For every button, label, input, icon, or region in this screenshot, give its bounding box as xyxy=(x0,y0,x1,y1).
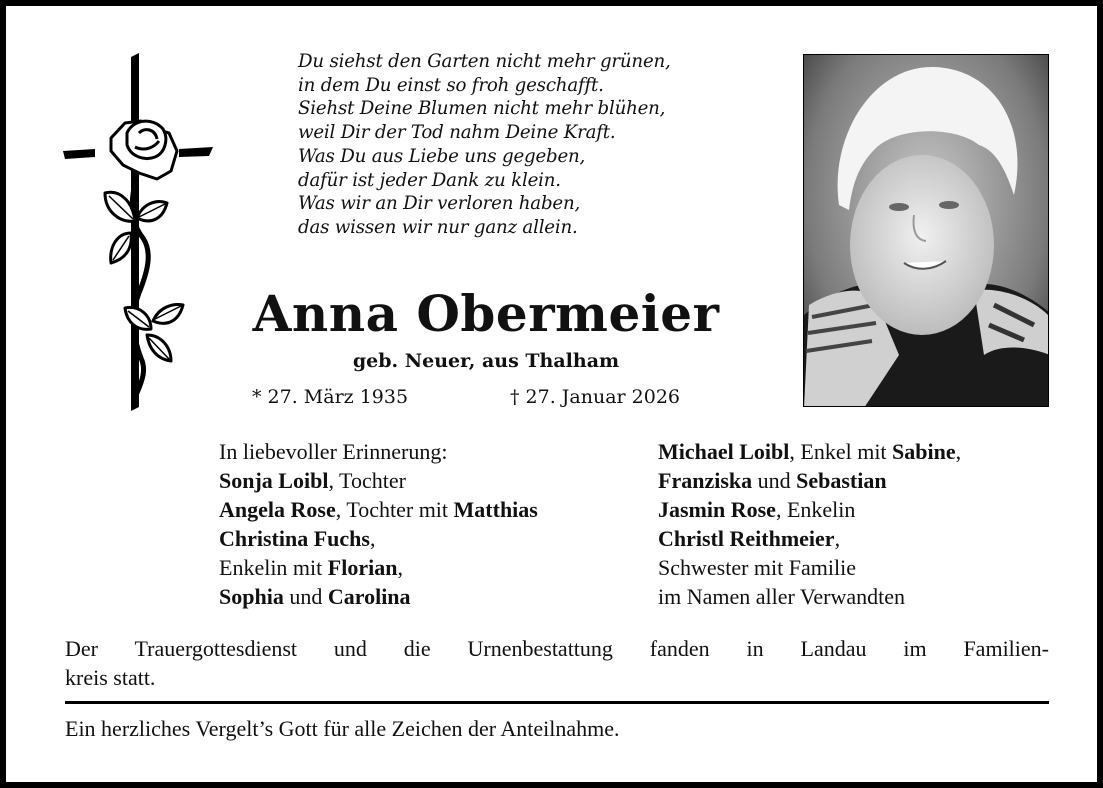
mourner-name: Christina Fuchs xyxy=(219,526,370,551)
poem-line: weil Dir der Tod nahm Deine Kraft. xyxy=(298,122,616,144)
service-notice xyxy=(65,634,1049,692)
thanks-note: Ein herzliches Vergelt’s Gott für alle Zeichen der Anteilnahme. xyxy=(65,716,620,741)
poem-line: in dem Du einst so froh geschafft. xyxy=(298,74,604,96)
death-date: † 27. Januar 2026 xyxy=(510,386,681,408)
mourner-line xyxy=(658,582,961,611)
mourner-relation: , Tochter mit xyxy=(335,497,454,522)
mourner-relation: , Enkel mit xyxy=(789,439,893,464)
deceased-name: Anna Obermeier xyxy=(252,284,720,343)
mourner-relation: im Namen aller Verwandten xyxy=(658,584,906,609)
poem-line: Was wir an Dir verloren haben, xyxy=(298,193,581,215)
mourner-relation: und xyxy=(752,468,797,493)
mourner-relation: , xyxy=(955,439,962,464)
poem-line: das wissen wir nur ganz allein. xyxy=(298,216,578,238)
mourner-line xyxy=(658,553,961,582)
mourner-line xyxy=(658,466,961,495)
poem xyxy=(298,50,778,240)
poem-line: Siehst Deine Blumen nicht mehr blühen, xyxy=(298,98,666,120)
mourners-left-column xyxy=(219,437,538,611)
divider-line xyxy=(65,701,1049,704)
mourner-relation: und xyxy=(283,584,328,609)
mourner-line xyxy=(219,582,538,611)
mourner-name: Jasmin Rose xyxy=(658,497,776,522)
mourner-name: Carolina xyxy=(327,584,411,609)
poem-line: Was Du aus Liebe uns gegeben, xyxy=(298,145,586,167)
mourner-line xyxy=(219,495,538,524)
mourner-line xyxy=(219,553,538,582)
portrait-photo xyxy=(803,54,1049,407)
mourner-name: Florian xyxy=(327,555,398,580)
mourner-line xyxy=(658,495,961,524)
mourner-relation: , xyxy=(397,555,403,580)
mourner-name: Sonja Loibl xyxy=(219,468,329,493)
mourner-name: Sabine xyxy=(892,439,956,464)
mourner-name: Franziska xyxy=(658,468,753,493)
service-line-1: Der Trauergottesdienst und die Urnenbestattung fanden in Landau im Familien- xyxy=(65,636,1049,661)
mourner-relation: , Tochter xyxy=(328,468,406,493)
mourner-relation: Schwester mit Familie xyxy=(658,555,856,580)
mourner-name: Michael Loibl xyxy=(658,439,790,464)
birth-date: * 27. März 1935 xyxy=(252,386,409,408)
mourner-relation: , xyxy=(369,526,376,551)
mourner-relation: In liebevoller Erinnerung: xyxy=(219,439,448,464)
mourner-line xyxy=(658,437,961,466)
mourner-relation: , xyxy=(834,526,841,551)
deceased-subtitle: geb. Neuer, aus Thalham xyxy=(352,350,620,372)
cross-with-rose-icon xyxy=(61,53,213,411)
mourner-name: Sophia xyxy=(219,584,284,609)
portrait-illustration xyxy=(804,55,1049,407)
mourner-name: Sebastian xyxy=(796,468,887,493)
mourner-name: Matthias xyxy=(453,497,538,522)
mourner-name: Angela Rose xyxy=(219,497,336,522)
poem-line: Du siehst den Garten nicht mehr grünen, xyxy=(298,51,671,72)
mourner-line xyxy=(219,524,538,553)
mourner-relation: Enkelin mit xyxy=(219,555,328,580)
mourner-line xyxy=(658,524,961,553)
mourner-relation: , Enkelin xyxy=(775,497,856,522)
mourner-line xyxy=(219,466,538,495)
mourner-line xyxy=(219,437,538,466)
poem-line: dafür ist jeder Dank zu klein. xyxy=(298,169,561,191)
service-line-2: kreis statt. xyxy=(65,665,156,690)
mourner-name: Christl Reithmeier xyxy=(658,526,835,551)
mourners-right-column xyxy=(658,437,961,611)
